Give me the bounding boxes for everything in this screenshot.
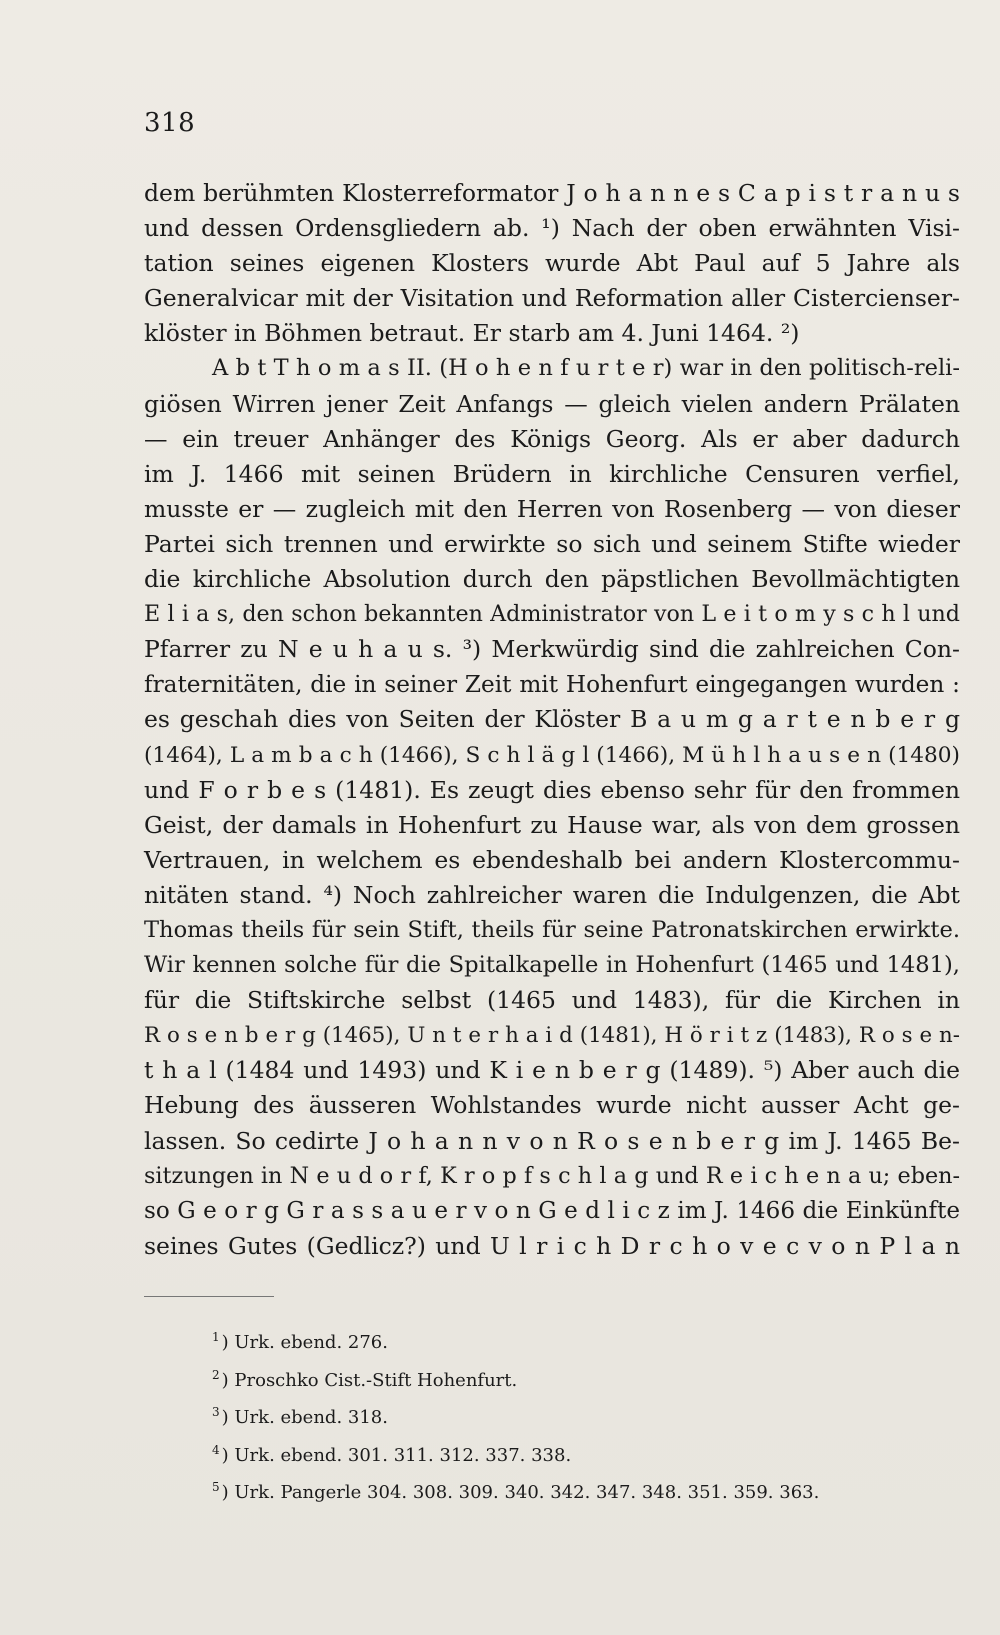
text-line: dem berühmten Klosterreformator J o h a n n e s C a p i s t r a n u s: [144, 179, 960, 207]
text-line: für die Stiftskirche selbst (1465 und 1483), für die Kirchen in: [144, 986, 960, 1015]
footnote-divider: [144, 1296, 274, 1297]
text-line: Vertrauen, in welchem es ebendeshalb bei andern Klostercommu-: [144, 845, 960, 874]
text-line: t h a l (1484 und 1493) und K i e n b e r g (1489). ⁵) Aber auch die: [144, 1056, 960, 1085]
text-line: — ein treuer Anhänger des Königs Georg. Als er aber dadurch: [144, 424, 960, 453]
footnote-mark: 1: [212, 1330, 220, 1344]
text-line: klöster in Böhmen betraut. Er starb am 4. Juni 1464. ²): [144, 319, 800, 348]
footnote-text: ) Urk. Pangerle 304. 308. 309. 340. 342. 347. 348. 351. 359. 363.: [221, 1482, 820, 1503]
footnote-item: [212, 1437, 932, 1475]
footnote-item: [212, 1474, 932, 1512]
text-line: es geschah dies von Seiten der Klöster B a u m g a r t e n b e r g: [144, 705, 960, 734]
text-line: die kirchliche Absolution durch den päpstlichen Bevollmächtigten: [144, 565, 960, 594]
text-line: Hebung des äusseren Wohlstandes wurde nicht ausser Acht ge-: [144, 1091, 960, 1120]
text-line: Partei sich trennen und erwirkte so sich und seinem Stifte wieder: [144, 529, 960, 558]
text-line: sitzungen in N e u d o r f, K r o p f s c h l a g und R e i c h e n a u; eben-: [144, 1162, 960, 1189]
text-line: fraternitäten, die in seiner Zeit mit Hohenfurt eingegangen wurden :: [144, 671, 960, 699]
text-line: R o s e n b e r g (1465), U n t e r h a i d (1481), H ö r i t z (1483), R o s e n-: [144, 1023, 960, 1049]
footnote-mark: 2: [212, 1367, 220, 1382]
footnotes: [212, 1324, 932, 1512]
text-line: giösen Wirren jener Zeit Anfangs — gleich vielen andern Prälaten: [144, 389, 960, 418]
footnote-text: ) Proschko Cist.-Stift Hohenfurt.: [221, 1369, 518, 1391]
text-line: E l i a s, den schon bekannten Administrator von L e i t o m y s c h l und: [144, 601, 960, 628]
text-line: (1464), L a m b a c h (1466), S c h l ä g l (1466), M ü h l h a u s e n (1480): [144, 742, 960, 768]
footnote-item: [212, 1324, 932, 1362]
footnote-mark: 5: [212, 1480, 220, 1494]
text-line: lassen. So cedirte J o h a n n v o n R o s e n b e r g im J. 1465 Be-: [144, 1126, 960, 1155]
text-line: seines Gutes (Gedlicz?) und U l r i c h D r c h o v e c v o n P l a n: [144, 1231, 960, 1260]
text-line: Generalvicar mit der Visitation und Reformation aller Cistercienser-: [144, 284, 960, 313]
text-line: und dessen Ordensgliedern ab. ¹) Nach der oben erwähnten Visi-: [144, 214, 960, 243]
text-line: musste er — zugleich mit den Herren von Rosenberg — von dieser: [144, 494, 960, 523]
footnote-text: ) Urk. ebend. 318.: [221, 1407, 388, 1428]
text-line: Pfarrer zu N e u h a u s. ³) Merkwürdig sind die zahlreichen Con-: [144, 635, 960, 664]
text-line: im J. 1466 mit seinen Brüdern in kirchliche Censuren verfiel,: [144, 459, 960, 488]
text-line: A b t T h o m a s II. (H o h e n f u r t e r) war in den politisch-reli-: [212, 355, 960, 382]
text-line: nitäten stand. ⁴) Noch zahlreicher waren die Indulgenzen, die Abt: [144, 880, 960, 909]
footnote-text: ) Urk. ebend. 301. 311. 312. 337. 338.: [221, 1444, 572, 1466]
text-line: tation seines eigenen Klosters wurde Abt Paul auf 5 Jahre als: [144, 249, 960, 278]
footnote-item: [212, 1362, 932, 1400]
footnote-mark: 3: [212, 1405, 220, 1419]
footnote-text: ) Urk. ebend. 276.: [221, 1332, 388, 1353]
page-number: 318: [144, 108, 196, 138]
footnote-item: [212, 1399, 932, 1437]
text-line: so G e o r g G r a s s a u e r v o n G e d l i c z im J. 1466 die Einkünfte: [144, 1197, 960, 1224]
text-line: Geist, der damals in Hohenfurt zu Hause war, als von dem grossen: [144, 810, 960, 839]
text-line: Thomas theils für sein Stift, theils für seine Patronatskirchen erwirkte.: [144, 916, 960, 943]
footnote-mark: 4: [212, 1442, 220, 1457]
text-line: Wir kennen solche für die Spitalkapelle in Hohenfurt (1465 und 1481),: [144, 952, 960, 979]
body-text: [144, 176, 960, 1264]
text-line: und F o r b e s (1481). Es zeugt dies ebenso sehr für den frommen: [144, 775, 960, 804]
